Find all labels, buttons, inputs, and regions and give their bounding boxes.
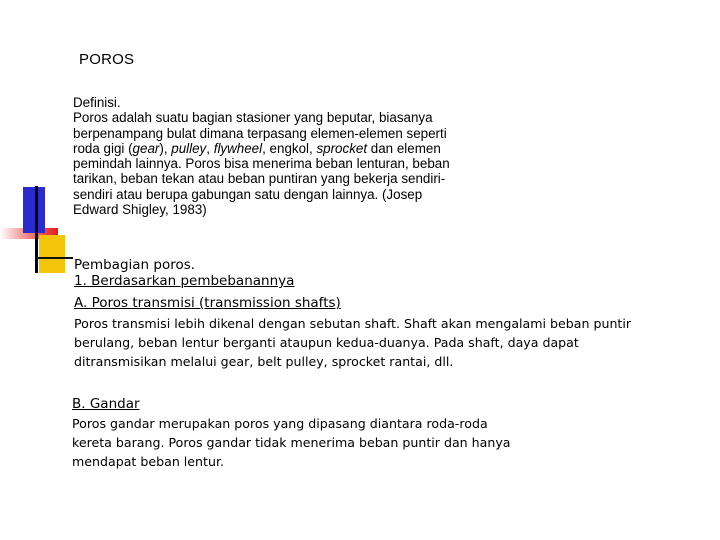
section-b-body: [72, 414, 511, 471]
section-1-heading: 1. Berdasarkan pembebanannya: [74, 273, 295, 289]
section-a-heading: A. Poros transmisi (transmission shafts): [74, 295, 341, 311]
definition-line: berpenampang bulat dimana terpasang elemen-elemen seperti: [73, 125, 447, 141]
decorative-blue-square: [23, 187, 45, 233]
definition-line: Edward Shigley, 1983): [73, 202, 207, 218]
decorative-horizontal-line: [35, 257, 73, 259]
slide-title: POROS: [79, 51, 135, 68]
pembagian-heading: Pembagian poros.: [74, 257, 196, 273]
section-b-line: kereta barang. Poros gandar tidak menerima beban puntir dan hanya: [72, 435, 511, 450]
section-a-line: ditransmisikan melalui gear, belt pulley, sprocket rantai, dll.: [74, 354, 454, 369]
section-a-body: [74, 314, 631, 371]
section-b-line: mendapat beban lentur.: [72, 454, 224, 469]
definition-line: sendiri atau berupa gabungan satu dengan lainnya. (Josep: [73, 186, 423, 202]
decorative-yellow-square: [39, 235, 65, 273]
definition-block: [73, 95, 450, 217]
definition-line: roda gigi (gear), pulley, flywheel, engkol, sprocket dan elemen: [73, 140, 441, 156]
definition-heading: Definisi.: [73, 95, 121, 110]
section-a-line: berulang, beban lentur berganti ataupun kedua-duanya. Pada shaft, daya dapat: [74, 335, 579, 350]
definition-line: pemindah lainnya. Poros bisa menerima beban lenturan, beban: [73, 156, 450, 172]
definition-line: Poros adalah suatu bagian stasioner yang beputar, biasanya: [73, 110, 433, 126]
section-a-line: Poros transmisi lebih dikenal dengan sebutan shaft. Shaft akan mengalami beban puntir: [74, 316, 632, 331]
decorative-vertical-line: [35, 186, 38, 273]
section-b-line: Poros gandar merupakan poros yang dipasang diantara roda-roda: [72, 416, 488, 431]
definition-line: tarikan, beban tekan atau beban puntiran yang bekerja sendiri-: [73, 171, 446, 187]
section-b-heading: B. Gandar: [72, 396, 140, 412]
